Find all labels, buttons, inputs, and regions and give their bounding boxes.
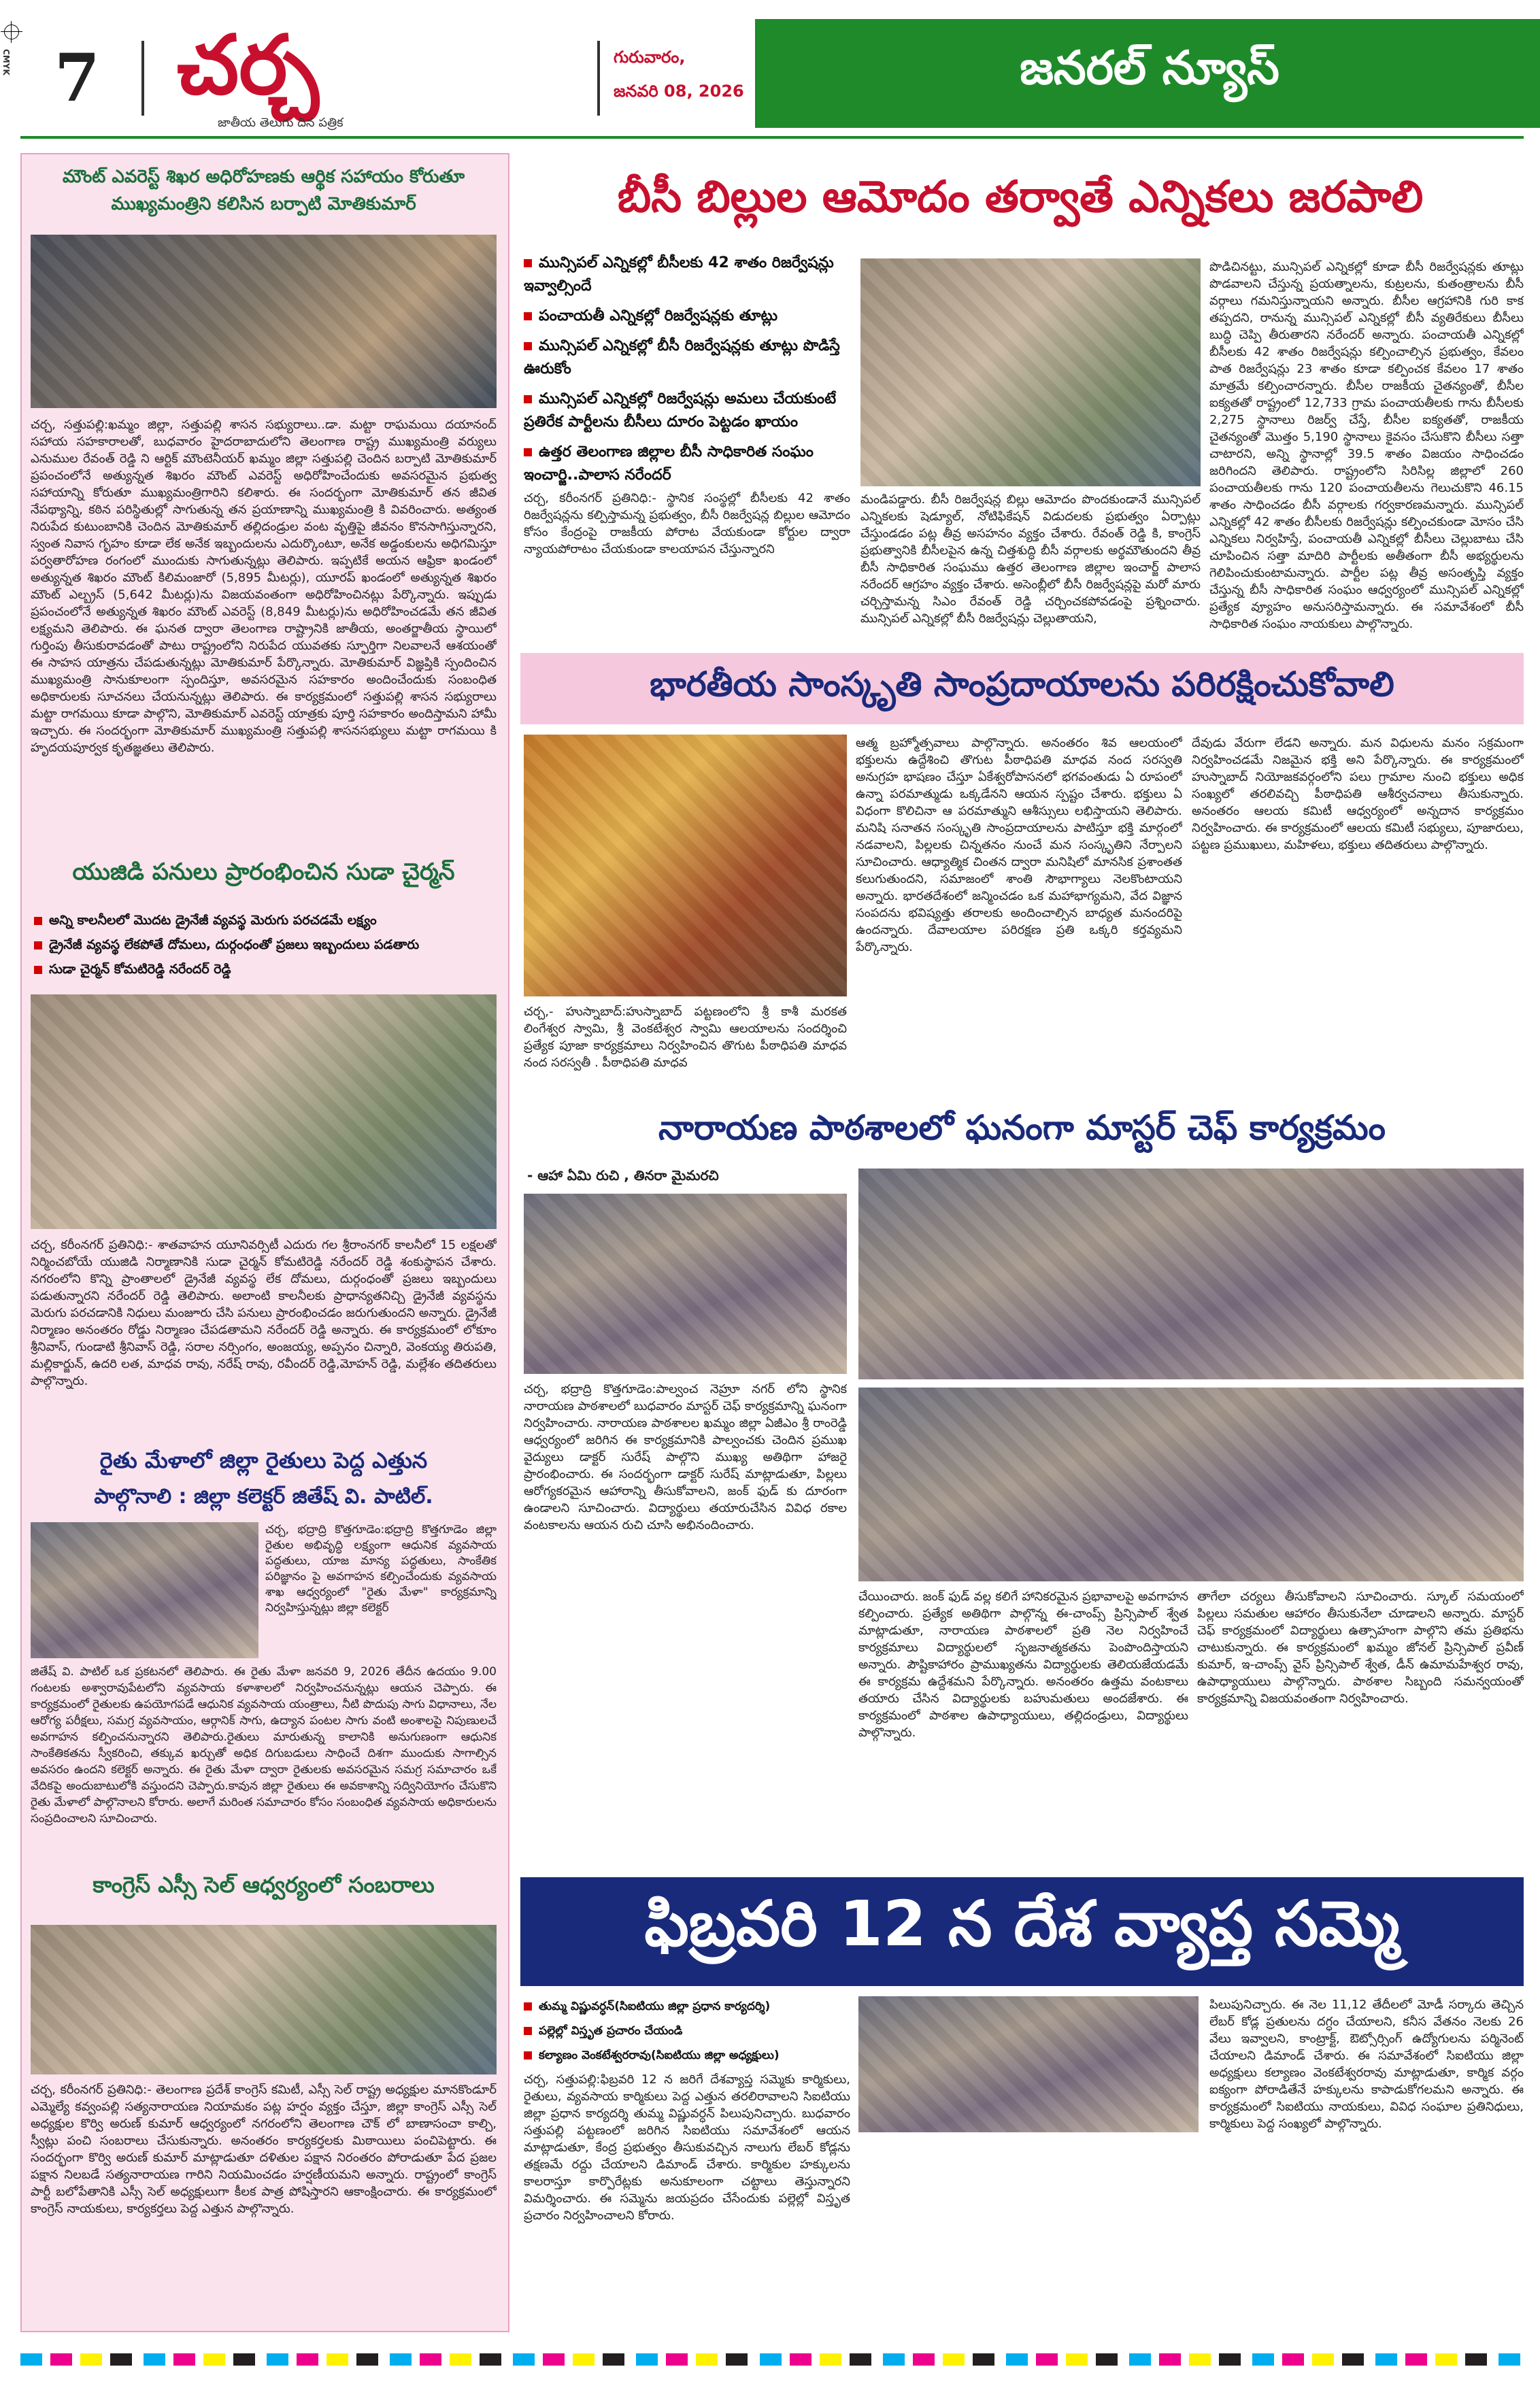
strike-headline: ఫిబ్రవరి 12 న దేశ వ్యాప్త సమ్మె [644,1887,1400,1960]
ugd-bullet: డ్రైనేజీ వ్యవస్థ లేకపోతే దోమలు, దుర్గంధంతో ప్రజలు ఇబ్బందులు పడతారు [34,932,497,957]
strike-bullet: తుమ్మ విష్ణువర్ధన్(సిఐటియు జిల్లా ప్రధాన కార్యదర్శి) [524,1996,850,2017]
bc-bullet: పంచాయతీ ఎన్నికల్లో రిజర్వేషన్లకు తూట్లు [524,305,850,328]
everest-body: చర్చ, సత్తుపల్లి:ఖమ్మం జిల్లా, సత్తుపల్లి శాసన సభ్యురాలు..డా. మట్టా రాఘమయి దయానంద్ సహాయ సహకారాలతో, బుధవారం హైదరాబాదులోని తెలంగాణ రాష్ట్ర ముఖ్యమంత్రి వర్యులు ఎనుముల రేవంత్ రెడ్డి ని ఆర్టిక్ మౌంటెనీయర్ ఖమ్మం జిల్లా సత్తుపల్లి చెందిన బర్పాటి మోతికుమార్ ప్రపంచంలోనే అత్యున్నత శిఖరం మౌంట్ ఎవరెస్ట్ అధిరోహించేందుకు అవసరమైన ప్రభుత్వ సహాయాన్ని కోరుతూ ముఖ్యమంత్రిగారిని కలిశారు. ఈ సందర్భంగా మోతికుమార్ తన జీవిత నేపథ్యాన్ని, కఠిన పరిస్థితుల్లో సాగుతున్న తన ప్రయాణాన్ని ముఖ్యమంత్రి కి వివరించారు. అత్యంత నిరుపేద కుటుంబానికి చెందిన మోతికుమార్ తల్లిదండ్రుల వంట వృత్తిపై జీవనం కొనసాగిస్తున్నారని, స్వంత నివాస గృహం కూడా లేక అనేక ఇబ్బందులను ఎదుర్కొంటూ, అనేక అడ్డంకులను అధిగమిస్తూ పర్వతారోహణ రంగంలో ముందుకు సాగుతున్నట్లు తెలిపారు. ఇప్పటికే అయన ఆఫ్రికా ఖండంలో అత్యున్నత శిఖరం మౌంట్ కిలిమంజారో (5,895 మీటర్లు), యూరప్ ఖండంలో అత్యున్నత శిఖరం మౌంట్ ఎల్బ్రస్ (5,642 మీటర్లు)ను విజయవంతంగా అధిరోహించినట్లు పేర్కొన్నారు. ఇప్పుడు ప్రపంచంలోనే అత్యున్నత శిఖరం మౌంట్ ఎవరెస్ట్ (8,849 మీటర్లు)ను అధిరోహించడమే తన జీవిత లక్ష్యమని తెలిపారు. ఈ ఘనత ద్వారా తెలంగాణ రాష్ట్రానికి జాతీయ, అంతర్జాతీయ స్థాయిలో గుర్తింపు తీసుకురావడంతో పాటు రాష్ట్రంలోని నిరుపేద యువతకు స్ఫూర్తిగా నిలవాలనే ఆశయంతో ఈ సాహస యాత్రను చేపడుతున్నట్లు మోతికుమార్ పేర్కొన్నారు. మోతికుమార్ విజ్ఞప్తికి స్పందించిన ముఖ్యమంత్రి సానుకూలంగా స్పందిస్తూ, అవసరమైన సహకారం అందించేందుకు సంబంధిత అధికారులకు సూచనలు చేయనున్నట్లు తెలిపారు. ఈ కార్యక్రమంలో సత్తుపల్లి శాసన సభ్యురాలు మట్టా రాగమయి కూడా పాల్గొని, మోతికుమార్ ఎవరెస్ట్ యాత్రకు పూర్తి సహకారం అందిస్తామని హామీ ఇచ్చారు. ఈ సందర్భంగా మోతికుమార్ ముఖ్యమంత్రి సత్తుపల్లి శాసనసభ్యులు మట్టా రాగమయి కి హృదయపూర్వక కృతజ్ఞతలు తెలిపారు. [31,418,497,755]
bc-bullets [524,252,850,494]
masthead-rule [20,136,1524,139]
chef-body-left: చర్చ, భద్రాద్రి కొత్తగూడెం:పాల్వంచ నెహ్రూ నగర్ లోని స్థానిక నారాయణ పాఠశాలలో బుధవారం మాస్టర్ చెఫ్ కార్యక్రమాన్ని ఘనంగా నిర్వహించారు. నారాయణ పాఠశాలల ఖమ్మం జిల్లా ఏజీఎం శ్రీ రాంరెడ్డి ఆధ్వర్యంలో జరిగిన ఈ కార్యక్రమానికి పాల్వంచకు చెందిన ప్రముఖ వైద్యులు డాక్టర్ సురేష్ పాల్గొని ముఖ్య అతిథిగా హాజరై ప్రారంభించారు. ఈ సందర్భంగా డాక్టర్ సురేష్ మాట్లాడుతూ, పిల్లలు ఆరోగ్యకరమైన ఆహారాన్ని తీసుకోవాలని, జంక్ ఫుడ్ కు దూరంగా ఉండాలని సూచించారు. విద్యార్థులు తయారుచేసిన వివిధ రకాల వంటకాలను ఆయన రుచి చూసి అభినందించారు. [524,1382,847,1532]
strike-meeting-photo [858,1996,1199,2132]
chef-subline: - ఆహా ఏమి రుచి , తినరా మైమరచి [527,1167,719,1183]
strike-banner [520,1877,1524,1986]
bc-body-left: చర్చ, కరీంనగర్ ప్రతినిధి:- స్థానిక సంస్థల్లో బీసీలకు 42 శాతం రిజర్వేషన్లను కల్పిస్తామన్న ప్రభుత్వం, బీసీ రిజర్వేషన్ల బిల్లుల ఆమోదం కోసం కేంద్రంపై రాజకీయ పోరాట వేయకుండా కోర్టుల ద్వారా న్యాయపోరాటం చేయకుండా కాలయాపన చేస్తున్నారని [524,491,850,556]
congress-body: చర్చ, కరీంనగర్ ప్రతినిధి:- తెలంగాణ ప్రదేశ్ కాంగ్రెస్ కమిటీ, ఎస్సీ సెల్ రాష్ట్ర అధ్యక్షుల మానకొండూర్ ఎమ్మెల్యే కవ్వంపల్లి సత్యనారాయణ నియామకం పట్ల హర్షం వ్యక్తం చేస్తూ, జిల్లా కాంగ్రెస్ ఎస్సీ సెల్ అధ్యక్షుల కొర్వి అరుణ్ కుమార్ ఆధ్వర్యంలో నగరంలోని తెలంగాణ చౌక్ లో బాణాసంచా కాల్చి, స్వీట్లు పంచి సంబరాలు చేసుకున్నారు. అనంతరం కార్యకర్తలకు మిఠాయిలు పంచిపెట్టారు. ఈ సందర్భంగా కొర్వి అరుణ్ కుమార్ మాట్లాడుతూ దళితుల పక్షాన నిరంతరం పోరాడుతూ పేద ప్రజల పక్షాన నిలబడే సత్యనారాయణ గారిని నియమించడం హర్షణీయమని అన్నారు. రాష్ట్రంలో కాంగ్రెస్ పార్టీ బలోపేతానికి ఎస్సీ సెల్ అధ్యక్షులుగా కీలక పాత్ర పోషిస్తారని ఆకాంక్షించారు. ఈ కార్యక్రమంలో కాంగ్రెస్ నాయకులు, కార్యకర్తలు పెద్ద ఎత్తున పాల్గొన్నారు. [31,2083,497,2216]
chef-photo-2 [858,1169,1524,1379]
culture-body-right: దేవుడు వేరుగా లేడని అన్నారు. మన విధులను మనం సక్రమంగా నిర్వహించడమే నిజమైన భక్తి అని పేర్కొన్నారు. ఈ కార్యక్రమంలో హుస్నాబాద్ నియోజకవర్గంలోని పలు గ్రామాల నుంచి భక్తులు అధిక సంఖ్యలో తరలివచ్చి పీఠాధిపతి ఆశీర్వచనాలు తీసుకున్నారు. అనంతరం ఆలయ కమిటీ ఆధ్వర్యంలో అన్నదాన కార్యక్రమం నిర్వహించారు. ఈ కార్యక్రమంలో ఆలయ కమిటీ సభ్యులు, పూజారులు, పట్టణ ప్రముఖులు, మహిళలు, భక్తులు తదితరులు పాల్గొన్నారు. [1192,736,1524,852]
registration-mark-top-left [4,24,19,39]
page-number: 7 [54,39,100,116]
congress-headline: కాంగ్రెస్ ఎస్సీ సెల్ ఆధ్వర్యంలో సంబరాలు [93,1872,435,1898]
section-banner [755,19,1540,128]
everest-headline [27,163,500,218]
issue-day: గురువారం, [614,48,686,67]
rythu-body-side: చర్చ, భద్రాద్రి కొత్తగూడెం:భద్రాద్రి కొత్తగూడెం జిల్లా రైతుల అభివృద్ధి లక్ష్యంగా ఆధునిక వ్యవసాయ పద్ధతులు, యాజ మాన్య పద్ధతులు, సాంకేతిక పరిజ్ఞానం పై అవగాహన కల్పించేందుకు వ్యవసాయ శాఖ ఆధ్వర్యంలో "రైతు మేళా" కార్యక్రమాన్ని నిర్వహిస్తున్నట్లు జిల్లా కలెక్టర్ [265,1523,497,1615]
bc-bullet: మున్సిపల్ ఎన్నికల్లో బీసీలకు 42 శాతం రిజర్వేషన్లు ఇవ్వాల్సిందే [524,254,834,295]
everest-headline-line2: ముఖ్యమంత్రిని కలిసిన బర్పాటి మోతికుమార్ [111,194,416,214]
strike-bullets [524,1996,850,2066]
bc-leader-photo [860,258,1201,486]
culture-headline: భారతీయ సాంస్కృతి సాంప్రదాయాలను పరిరక్షించుకోవాలి [650,665,1394,704]
chef-photo-1 [524,1194,847,1374]
color-bar [20,2353,1524,2367]
section-title: జనరల్ న్యూస్ [1020,41,1279,95]
strike-bullet: పల్లెల్లో విస్తృత ప్రచారం చేయండి [524,2021,850,2041]
issue-date: జనవరి 08, 2026 [614,82,744,101]
header-divider [141,41,144,116]
bc-bullet: మున్సిపల్ ఎన్నికల్లో రిజర్వేషన్లు అమలు చేయకుంటే ప్రతిరేక పార్టీలను బీసీలు దూరం పెట్టడం ఖాయం [524,390,837,431]
logo: చర్చ [177,18,319,113]
bc-headline: బీసీ బిల్లుల ఆమోదం తర్వాతే ఎన్నికలు జరపాలి [617,172,1424,222]
bc-bullet: ఉత్తర తెలంగాణ జిల్లాల బీసీ సాధికారిత సంఘం ఇంచార్జి..పాలాస నరేందర్ [524,443,814,484]
rythu-body: జితేష్ వి. పాటిల్ ఒక ప్రకటనలో తెలిపారు. ఈ రైతు మేళా జనవరి 9, 2026 తేదీన ఉదయం 9.00 గంటలకు అశ్వారావుపేటలోని వ్యవసాయ కళాశాలలో నిర్వహించనున్నట్లు ఆయన చెప్పారు. ఈ కార్యక్రమంలో రైతులకు ఉపయోగపడే ఆధునిక వ్యవసాయ యంత్రాలు, నీటి పొదుపు సాగు విధానాలు, నేల ఆరోగ్య పరీక్షలు, సమగ్ర వ్యవసాయం, ఆర్గానిక్ సాగు, ఉద్యాన పంటల సాగు వంటి అంశాలపై నిపుణులచే అవగాహన కల్పించనున్నారని తెలిపారు.రైతులు మారుతున్న కాలానికి అనుగుణంగా ఆధునిక సాంకేతికతను స్వీకరించి, తక్కువ ఖర్చుతో అధిక దిగుబడులు సాధించే దిశగా ముందుకు సాగాల్సిన అవసరం ఉందని కలెక్టర్ అన్నారు. ఈ రైతు మేళా ద్వారా రైతులకు అవసరమైన సమగ్ర సమాచారం ఒకే వేదికపై అందుబాటులోకి వస్తుందని చెప్పారు.కావున జిల్లా రైతులు ఈ అవకాశాన్ని సద్వినియోగం చేసుకొని రైతు మేళాలో పాల్గొనాలని కోరారు. అలాగే మరింత సమాచారం కోసం సంబంధిత వ్యవసాయ అధికారులను సంప్రదించాలని సూచించారు. [31,1665,497,1826]
chef-body-right: చేయించారు. జంక్ ఫుడ్ వల్ల కలిగే హానికరమైన ప్రభావాలపై అవగాహన కల్పించారు. ప్రత్యేక అతిథిగా పాల్గొన్న ఈ-చాంప్స్ ప్రిన్సిపాల్ శ్వేత మాట్లాడుతూ, నారాయణ పాఠశాలలో ప్రతి నెల నిర్వహించే కార్యక్రమాలు విద్యార్థులలో సృజనాత్మకతను పెంపొందిస్తాయని అన్నారు. పౌష్టికాహారం ప్రాముఖ్యతను విద్యార్థులకు తెలియజేయడమే ఈ కార్యక్రమ ఉద్దేశమని పేర్కొన్నారు. అనంతరం ఉత్తమ వంటకాలు తయారు చేసిన విద్యార్థులకు బహుమతులు అందజేశారు. ఈ కార్యక్రమంలో పాఠశాల ఉపాధ్యాయులు, తల్లిదండ్రులు, విద్యార్థులు పాల్గొన్నారు. [858,1590,1188,1740]
bc-bullet: మున్సిపల్ ఎన్నికల్లో బీసీ రిజర్వేషన్లకు తూట్లు పొడిస్తే ఊరుకోం [524,337,840,377]
culture-banner [520,653,1524,724]
header-divider-2 [597,41,600,116]
rythu-headline-line2: పాల్గొనాలి : జిల్లా కలెక్టర్ జితేష్ వి. పాటిల్. [94,1485,433,1509]
ugd-bullet: సుడా చైర్మన్ కోమటిరెడ్డి నరేందర్ రెడ్డి [34,957,497,981]
strike-bullet: కల్యాణం వెంకటేశ్వరరావు(సిఐటియు జిల్లా అధ్యక్షులు) [524,2045,850,2066]
everest-headline-line1: మౌంట్ ఎవరెస్ట్ శిఖర అధిరోహణకు ఆర్థిక సహాయం కోరుతూ [62,167,465,187]
ugd-headline: యుజిడి పనులు ప్రారంభించిన సుడా చైర్మన్ [72,858,455,886]
masthead [20,14,1524,136]
strike-body-right: పిలుపునిచ్చారు. ఈ నెల 11,12 తేదీలలో మోడీ సర్కారు తెచ్చిన లేబర్ కోడ్ల ప్రతులను దగ్ధం చేయాలని, కనీస వేతనం నెలకు 26 వేలు ఇవ్వాలని, కాంట్రాక్ట్, ఔట్సోర్సింగ్ ఉద్యోగులను పర్మినెంట్ చేయాలని డిమాండ్ చేశారు. ఈ సమావేశంలో సిఐటియు జిల్లా అధ్యక్షులు కల్యాణం వెంకటేశ్వరరావు మాట్లాడుతూ, కార్మిక వర్గం ఐక్యంగా పోరాడితేనే హక్కులను కాపాడుకోగలమని అన్నారు. ఈ కార్యక్రమంలో సిఐటియు నాయకులు, వివిధ సంఘాల ప్రతినిధులు, కార్మికులు పెద్ద సంఖ్యలో పాల్గొన్నారు. [1209,1998,1524,2131]
bc-body-mid: మండిపడ్డారు. బీసీ రిజర్వేషన్ల బిల్లు ఆమోదం పొందకుండానే మున్సిపల్ ఎన్నికలకు షెడ్యూల్, నోటిఫికేషన్ విడుదలకు ప్రభుత్వం ఏర్పాట్లు చేస్తుండడం పట్ల తీవ్ర అసహనం వ్యక్తం చేశారు. రేవంత్ రెడ్డి కి, కాంగ్రెస్ ప్రభుత్వానికి బీసీలపైన ఉన్న చిత్తశుద్ధి బీసీ వర్గాలకు అర్థమౌతుందని తీవ్ర బీసీ సాధికారిత సంఘము ఉత్తర తెలంగాణ జిల్లాల ఇంచార్జ్ పాలాస నరేందర్ ఆగ్రహం వ్యక్తం చేశారు. అసెంబ్లీలో బీసీ రిజర్వేషన్లపై మరో మారు చర్చిస్తామన్న సిఎం రేవంత్ రెడ్డి చర్చించకపోవడంపై ప్రశ్నించారు. మున్సిపల్ ఎన్నికల్లో బీసీ రిజర్వేషన్లు చెల్లుతాయని, [860,492,1201,626]
logo-tagline: జాతీయ తెలుగు దిన పత్రిక [218,116,344,130]
chef-headline: నారాయణ పాఠశాలలో ఘనంగా మాస్టర్ చెఫ్ కార్యక్రమం [658,1108,1386,1147]
collector-photo [31,1522,258,1658]
rythu-headline [27,1442,500,1515]
culture-body-left: చర్చ,- హుస్నాబాద్:హుస్నాబాద్ పట్టణంలోని శ్రీ కాశీ మరకత లింగేశ్వర స్వామి, శ్రీ వెంకటేశ్వర స్వామి ఆలయాలను సందర్శించి ప్రత్యేక పూజా కార్యక్రమాలు నిర్వహించిన తొగుట పీఠాధిపతి మాధవ నంద సరస్వతీ . పీఠాధిపతి మాధవ [524,1005,847,1070]
ugd-bullet: అన్ని కాలనీలలో మొదట డ్రైనేజీ వ్యవస్థ మెరుగు పరచడమే లక్ష్యం [34,908,497,932]
congress-photo [31,1925,497,2074]
chef-body-far: తాగేలా చర్యలు తీసుకోవాలని సూచించారు. స్కూల్ సమయంలో పిల్లలు సమతుల ఆహారం తీసుకునేలా చూడాలని అన్నారు. మాస్టర్ చెఫ్ కార్యక్రమంలో విద్యార్థులు ఉత్సాహంగా పాల్గొని తమ ప్రతిభను చాటుకున్నారు. ఈ కార్యక్రమంలో ఖమ్మం జోనల్ ప్రిన్సిపాల్ ప్రవీణ్ కుమార్, ఇ-చాంప్స్ వైస్ ప్రిన్సిపాల్ శ్వేత, డీన్ ఉమామహేశ్వర రావు, ఉపాధ్యాయులు పాల్గొన్నారు. పాఠశాల సిబ్బంది సమన్వయంతో కార్యక్రమాన్ని విజయవంతంగా నిర్వహించారు. [1197,1590,1524,1706]
culture-body-mid: ఆత్మ బ్రహ్మోత్సవాలు పాల్గొన్నారు. అనంతరం శివ ఆలయంలో భక్తులను ఉద్దేశించి తొగుట పీఠాధిపతి మాధవ నంద సరస్వతి అనుగ్రహ భాషణం చేస్తూ ఏకేశ్వరోపాసనలో భగవంతుడు ఏ రూపంలో ఉన్నా పరమాత్ముడు ఒక్కడేనని ఆయన స్పష్టం చేశారు. భక్తులు ఏ విధంగా కొలిచినా ఆ పరమాత్ముని ఆశీస్సులు లభిస్తాయని తెలిపారు. మనిషి సనాతన సంస్కృతి సాంప్రదాయాలను పాటిస్తూ భక్తి మార్గంలో నడవాలని, పిల్లలకు చిన్నతనం నుంచే మన సంస్కృతిని నేర్పాలని సూచించారు. ఆధ్యాత్మిక చింతన ద్వారా మనిషిలో మానసిక ప్రశాంతత కలుగుతుందని, సమాజంలో శాంతి సౌభాగ్యాలు నెలకొంటాయని అన్నారు. భారతదేశంలో జన్మించడం ఒక మహాభాగ్యమని, వేద విజ్ఞాన సంపదను భవిష్యత్తు తరాలకు అందించాల్సిన బాధ్యత మనందరిపై ఉందన్నారు. దేవాలయాల పరిరక్షణ ప్రతి ఒక్కరి కర్తవ్యమని పేర్కొన్నారు. [856,736,1182,954]
puja-photo [524,735,847,996]
ugd-photo [31,994,497,1229]
rythu-headline-line1: రైతు మేళాలో జిల్లా రైతులు పెద్ద ఎత్తున [99,1447,428,1473]
bc-body-right: పొడిచినట్టు, మున్సిపల్ ఎన్నికల్లో కూడా బీసీ రిజర్వేషన్లకు తూట్లు పొడవాలని చేస్తున్న ప్రయత్నాలను, కుట్రలను, కుతంత్రాలను బీసీ వర్గాలు గమనిస్తున్నాయని అన్నారు. బీసీల ఆగ్రహానికి గురి కాక తప్పదని, రానున్న మున్సిపల్ ఎన్నికల్లో బీసీ వ్యతిరేకులు బీసీలు బుద్ధి చెప్పి తీరుతారని నరేందర్ అన్నారు. పంచాయతీ ఎన్నికల్లో బీసీలకు 42 శాతం రిజర్వేషన్లు కల్పించాల్సిన ప్రభుత్వం, కేవలం పాత రిజర్వేషన్లు 23 శాతం కూడా కల్పించక కేవలం 17 శాతం మాత్రమే కల్పించారన్నారు. బీసీల రాజకీయ చైతన్యంతో, బీసీల ఐక్యతతో రాష్ట్రంలో 12,733 గ్రామ పంచాయతీలకు గాను బీసీలకు 2,275 స్థానాలు రిజర్వ్ చేస్తే, బీసీల ఐక్యతతో, రాజకీయ చైతన్యంతో మొత్తం 5,190 స్థానాలు కైవసం చేసుకొని బీసీలు సత్తా చాటారని, అన్ని స్థానాల్లో 39.5 శాతం విజయం సాధించడం జరిగిందని తెలిపారు. రాష్ట్రంలోని సిరిసిల్ల జిల్లాలో 260 పంచాయతీలకు గాను 120 పంచాయతీలను గెలుచుకొని 46.15 శాతం సాధించడం బీసీ వర్గాలకు గర్వకారణమన్నారు. మున్సిపల్ ఎన్నికల్లో 42 శాతం బీసీలకు రిజర్వేషన్లు కల్పించకుండా మోసం చేసి ఎన్నికలు నిర్వహిస్తే, పంచాయతీ ఎన్నికల్లో బీసీలు చెల్లుబాటు చేసి చూపించిన సత్తా మాదిరి పార్టీలకు అతీతంగా బీసీ అభ్యర్థులను గెలిపించుకుంటామన్నారు. పార్టీల పట్ల తీవ్ర అసంతృప్తి వ్యక్తం చేస్తున్న బీసీ సాధికారిత సంఘం ఆధ్వర్యంలో మున్సిపల్ ఎన్నికల్లో ప్రత్యేక వ్యూహం అనుసరిస్తామన్నారు. ఈ సమావేశంలో బీసీ సాధికారిత సంఘం నాయకులు పాల్గొన్నారు. [1209,260,1524,631]
ugd-body: చర్చ, కరీంనగర్ ప్రతినిధి:- శాతవాహన యూనివర్సిటీ ఎదురు గల శ్రీరాంనగర్ కాలనీలో 15 లక్షలతో నిర్మించబోయే యుజిడి నిర్మాణానికి సుడా చైర్మన్ కోమటిరెడ్డి నరేందర్ రెడ్డి శంకుస్థాపన చేశారు. నగరంలోని కొన్ని ప్రాంతాలలో డ్రైనేజీ వ్యవస్థ లేక దోమలు, దుర్గంధంతో ప్రజలు ఇబ్బందులు పడుతున్నారని నరేందర్ రెడ్డి తెలిపారు. అలాంటి కాలనీలకు ప్రాధాన్యతనిచ్చి డ్రైనేజీ వ్యవస్థను మెరుగు పరచడానికి నిధులు మంజూరు చేసి పనులు ప్రారంభించడం జరుగుతుందని అన్నారు. డ్రైనేజీ నిర్మాణం అనంతరం రోడ్డు నిర్మాణం చేపడతామని నరేందర్ రెడ్డి అన్నారు. ఈ కార్యక్రమంలో లోకూం శ్రీనివాస్, గుండాటి శ్రీనివాస్ రెడ్డి, సరాల నర్సింగం, అంజయ్య, అప్పనం చిన్నారి, వెంకయ్య తిరుపతి, మల్లికార్జున్, ఉదరి లత, మాధవ రావు, నరేష్ రావు, రవీందర్ రెడ్డి,మోహన్ రెడ్డి, మల్లేశం తదితరులు పాల్గొన్నారు. [31,1238,497,1388]
chef-photo-3 [858,1388,1524,1581]
cmyk-label-left: CMYK [1,49,11,75]
everest-photo [31,235,497,408]
ugd-bullets [34,908,497,981]
strike-body-left: చర్చ, సత్తుపల్లి:ఫిబ్రవరి 12 న జరిగే దేశవ్యాప్త సమ్మెకు కార్మికులు, రైతులు, వ్యవసాయ కార్మికులు పెద్ద ఎత్తున తరలిరావాలని సిఐటియు జిల్లా ప్రధాన కార్యదర్శి తుమ్మ విష్ణువర్ధన్ పిలుపునిచ్చారు. బుధవారం సత్తుపల్లి పట్టణంలో జరిగిన సిఐటియు సమావేశంలో ఆయన మాట్లాడుతూ, కేంద్ర ప్రభుత్వం తీసుకువచ్చిన నాలుగు లేబర్ కోడ్లను తక్షణమే రద్దు చేయాలని డిమాండ్ చేశారు. కార్మికుల హక్కులను కాలరాస్తూ కార్పొరేట్లకు అనుకూలంగా చట్టాలు తెస్తున్నారని విమర్శించారు. ఈ సమ్మెను జయప్రదం చేసేందుకు పల్లెల్లో విస్తృత ప్రచారం నిర్వహించాలని కోరారు. [524,2072,850,2223]
